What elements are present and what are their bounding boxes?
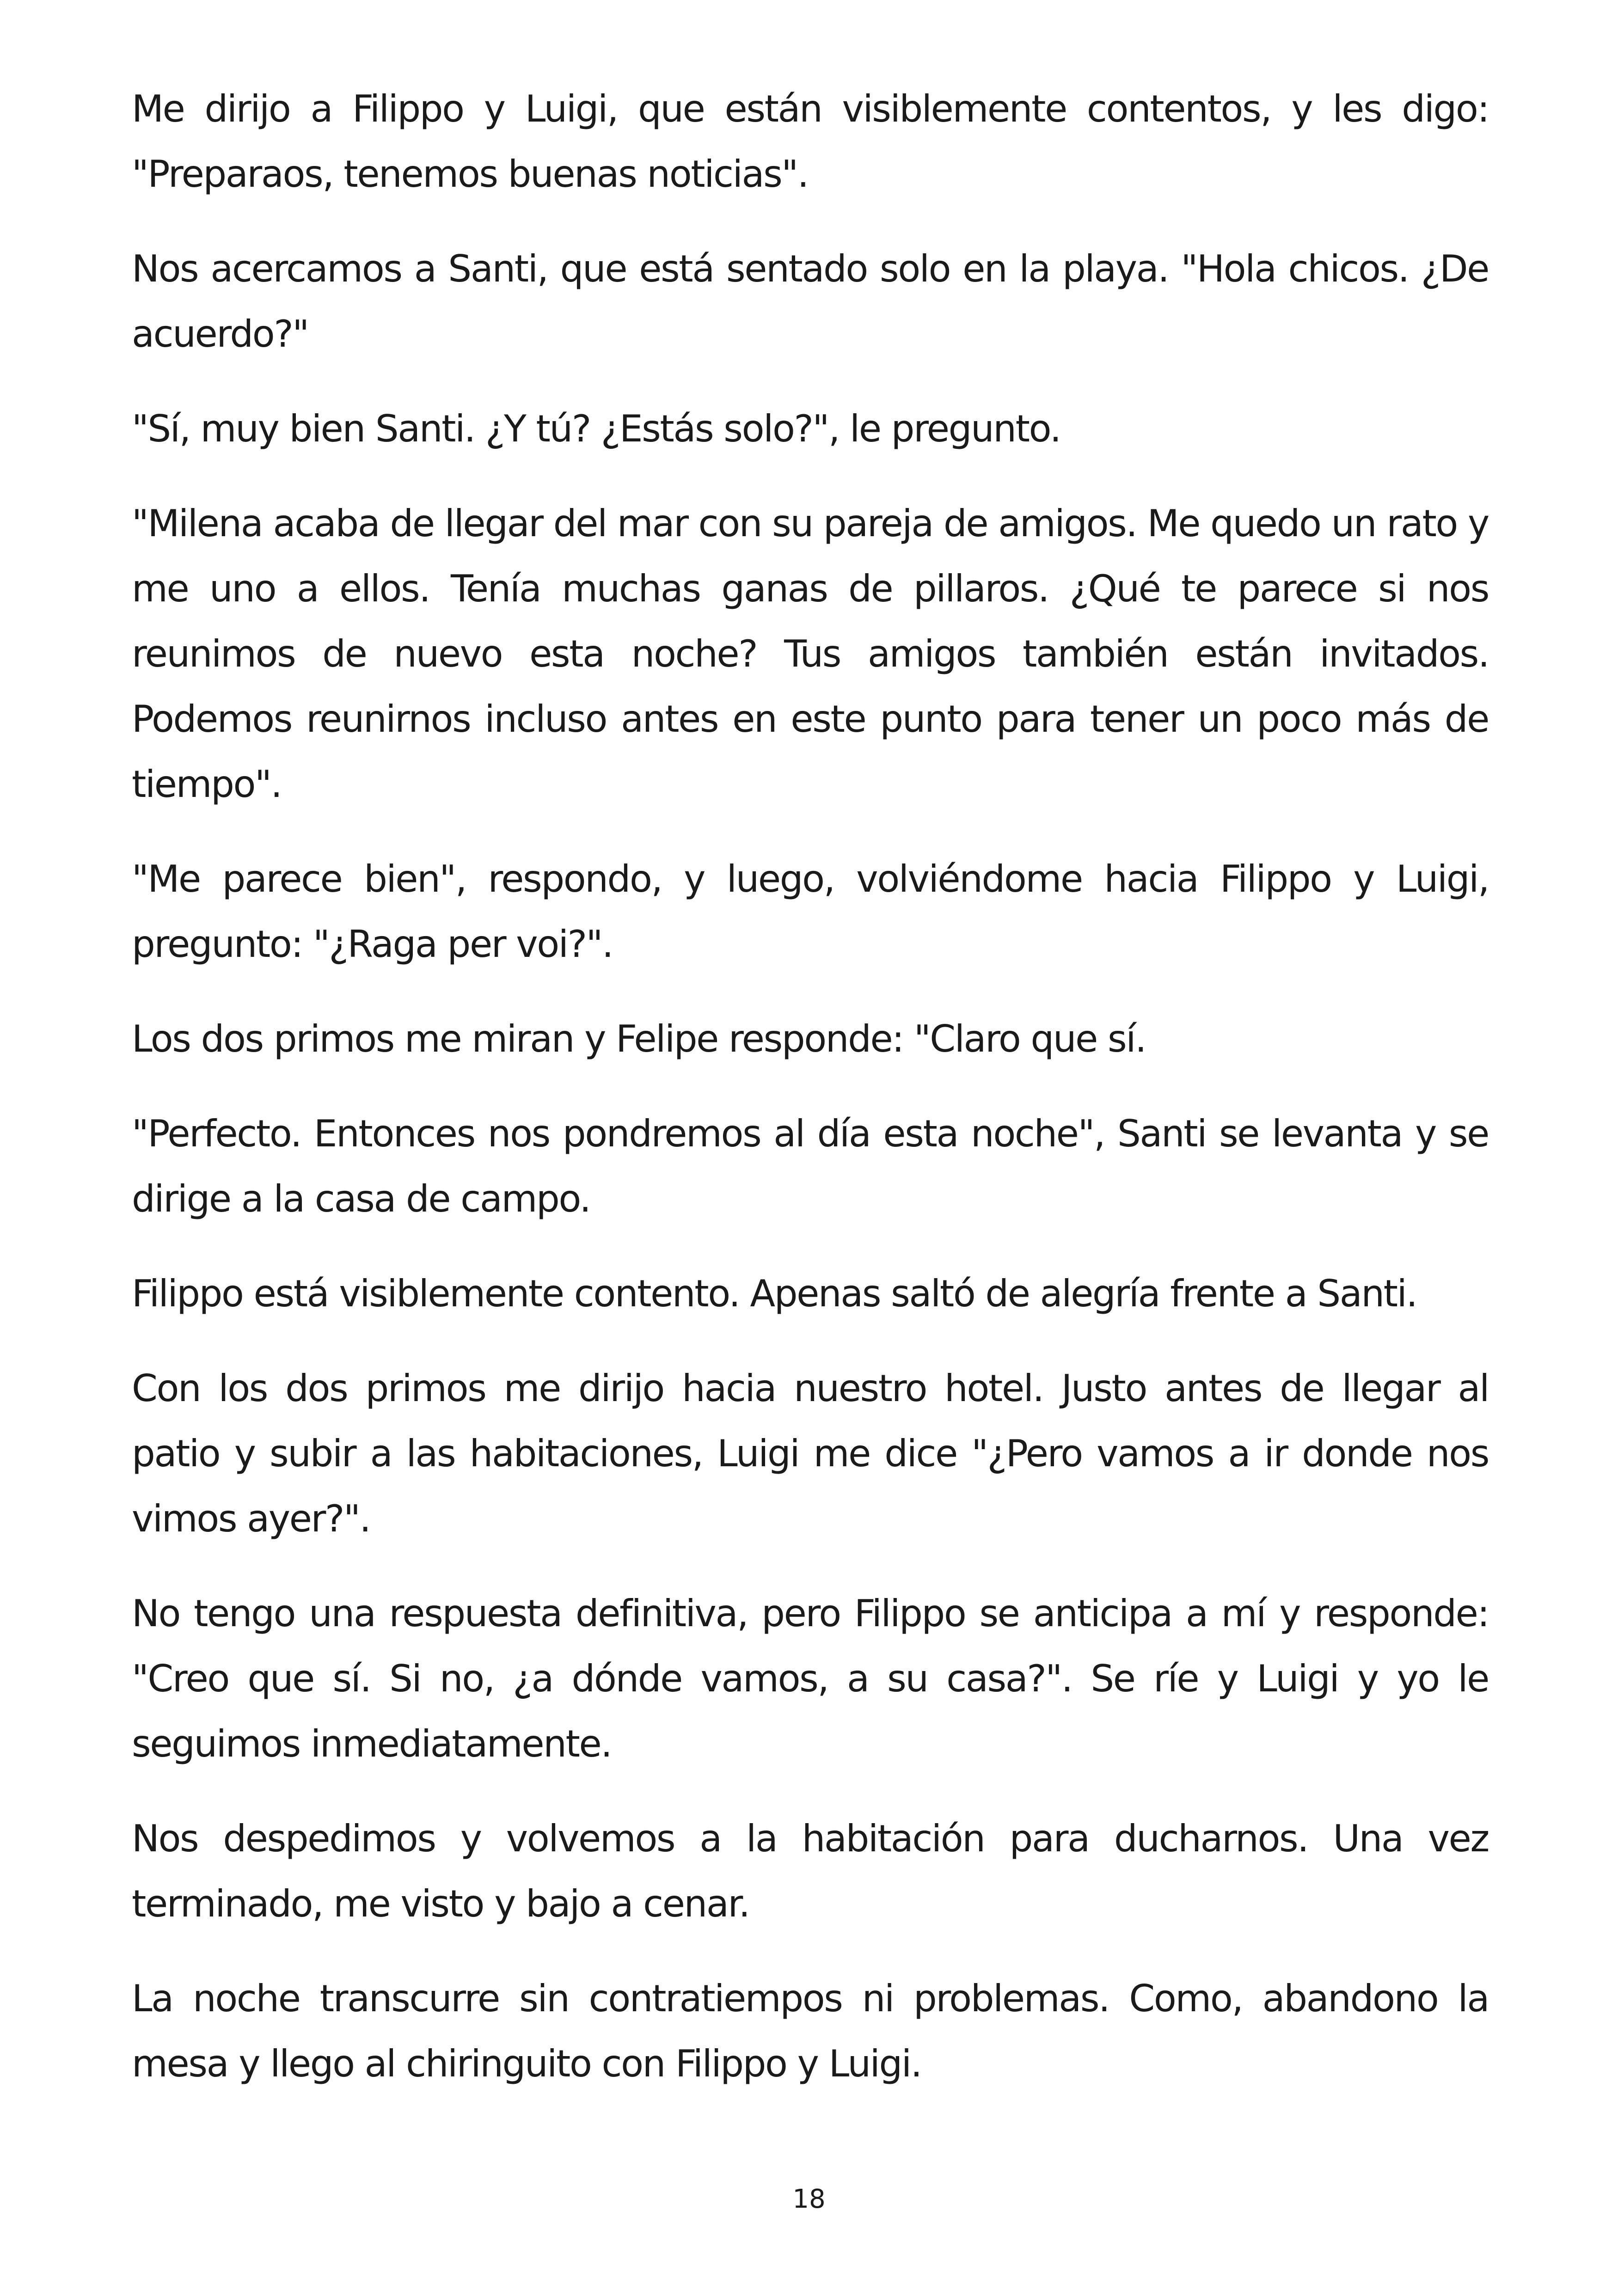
paragraph: Con los dos primos me dirijo hacia nuestro hotel. Justo antes de llegar al patio y subir a las habitaciones, Luigi me dice "¿Pero vamos a ir donde nos vimos ayer?". <box>132 1367 1489 1540</box>
paragraph: Filippo está visiblemente contento. Apenas saltó de alegría frente a Santi. <box>132 1272 1417 1315</box>
paragraph: "Me parece bien", respondo, y luego, volviéndome hacia Filippo y Luigi, pregunto: "¿Raga per voi?". <box>132 857 1489 966</box>
paragraph: Me dirijo a Filippo y Luigi, que están visiblemente contentos, y les digo: "Preparaos, tenemos buenas noticias". <box>132 87 1489 196</box>
body-text <box>132 76 1489 2126</box>
paragraph: Los dos primos me miran y Felipe responde: "Claro que sí. <box>132 1017 1146 1060</box>
paragraph: "Perfecto. Entonces nos pondremos al día esta noche", Santi se levanta y se dirige a la casa de campo. <box>132 1112 1489 1220</box>
paragraph: Nos acercamos a Santi, que está sentado solo en la playa. "Hola chicos. ¿De acuerdo?" <box>132 247 1489 355</box>
paragraph: "Milena acaba de llegar del mar con su pareja de amigos. Me quedo un rato y me uno a ellos. Tenía muchas ganas de pillaros. ¿Qué te parece si nos reunimos de nuevo esta noche? Tus amigos también están invitados. Podemos reunirnos incluso antes en este punto para tener un poco más de tiempo". <box>132 502 1489 806</box>
paragraph: "Sí, muy bien Santi. ¿Y tú? ¿Estás solo?", le pregunto. <box>132 407 1060 450</box>
paragraph: No tengo una respuesta definitiva, pero Filippo se anticipa a mí y responde: "Creo que sí. Si no, ¿a dónde vamos, a su casa?". Se ríe y Luigi y yo le seguimos inmediatamente. <box>132 1592 1489 1765</box>
paragraph: La noche transcurre sin contratiempos ni problemas. Como, abandono la mesa y llego al chiringuito con Filippo y Luigi. <box>132 1977 1489 2085</box>
paragraph: Nos despedimos y volvemos a la habitación para ducharnos. Una vez terminado, me visto y bajo a cenar. <box>132 1817 1489 1925</box>
page-number: 18 <box>792 2184 826 2214</box>
